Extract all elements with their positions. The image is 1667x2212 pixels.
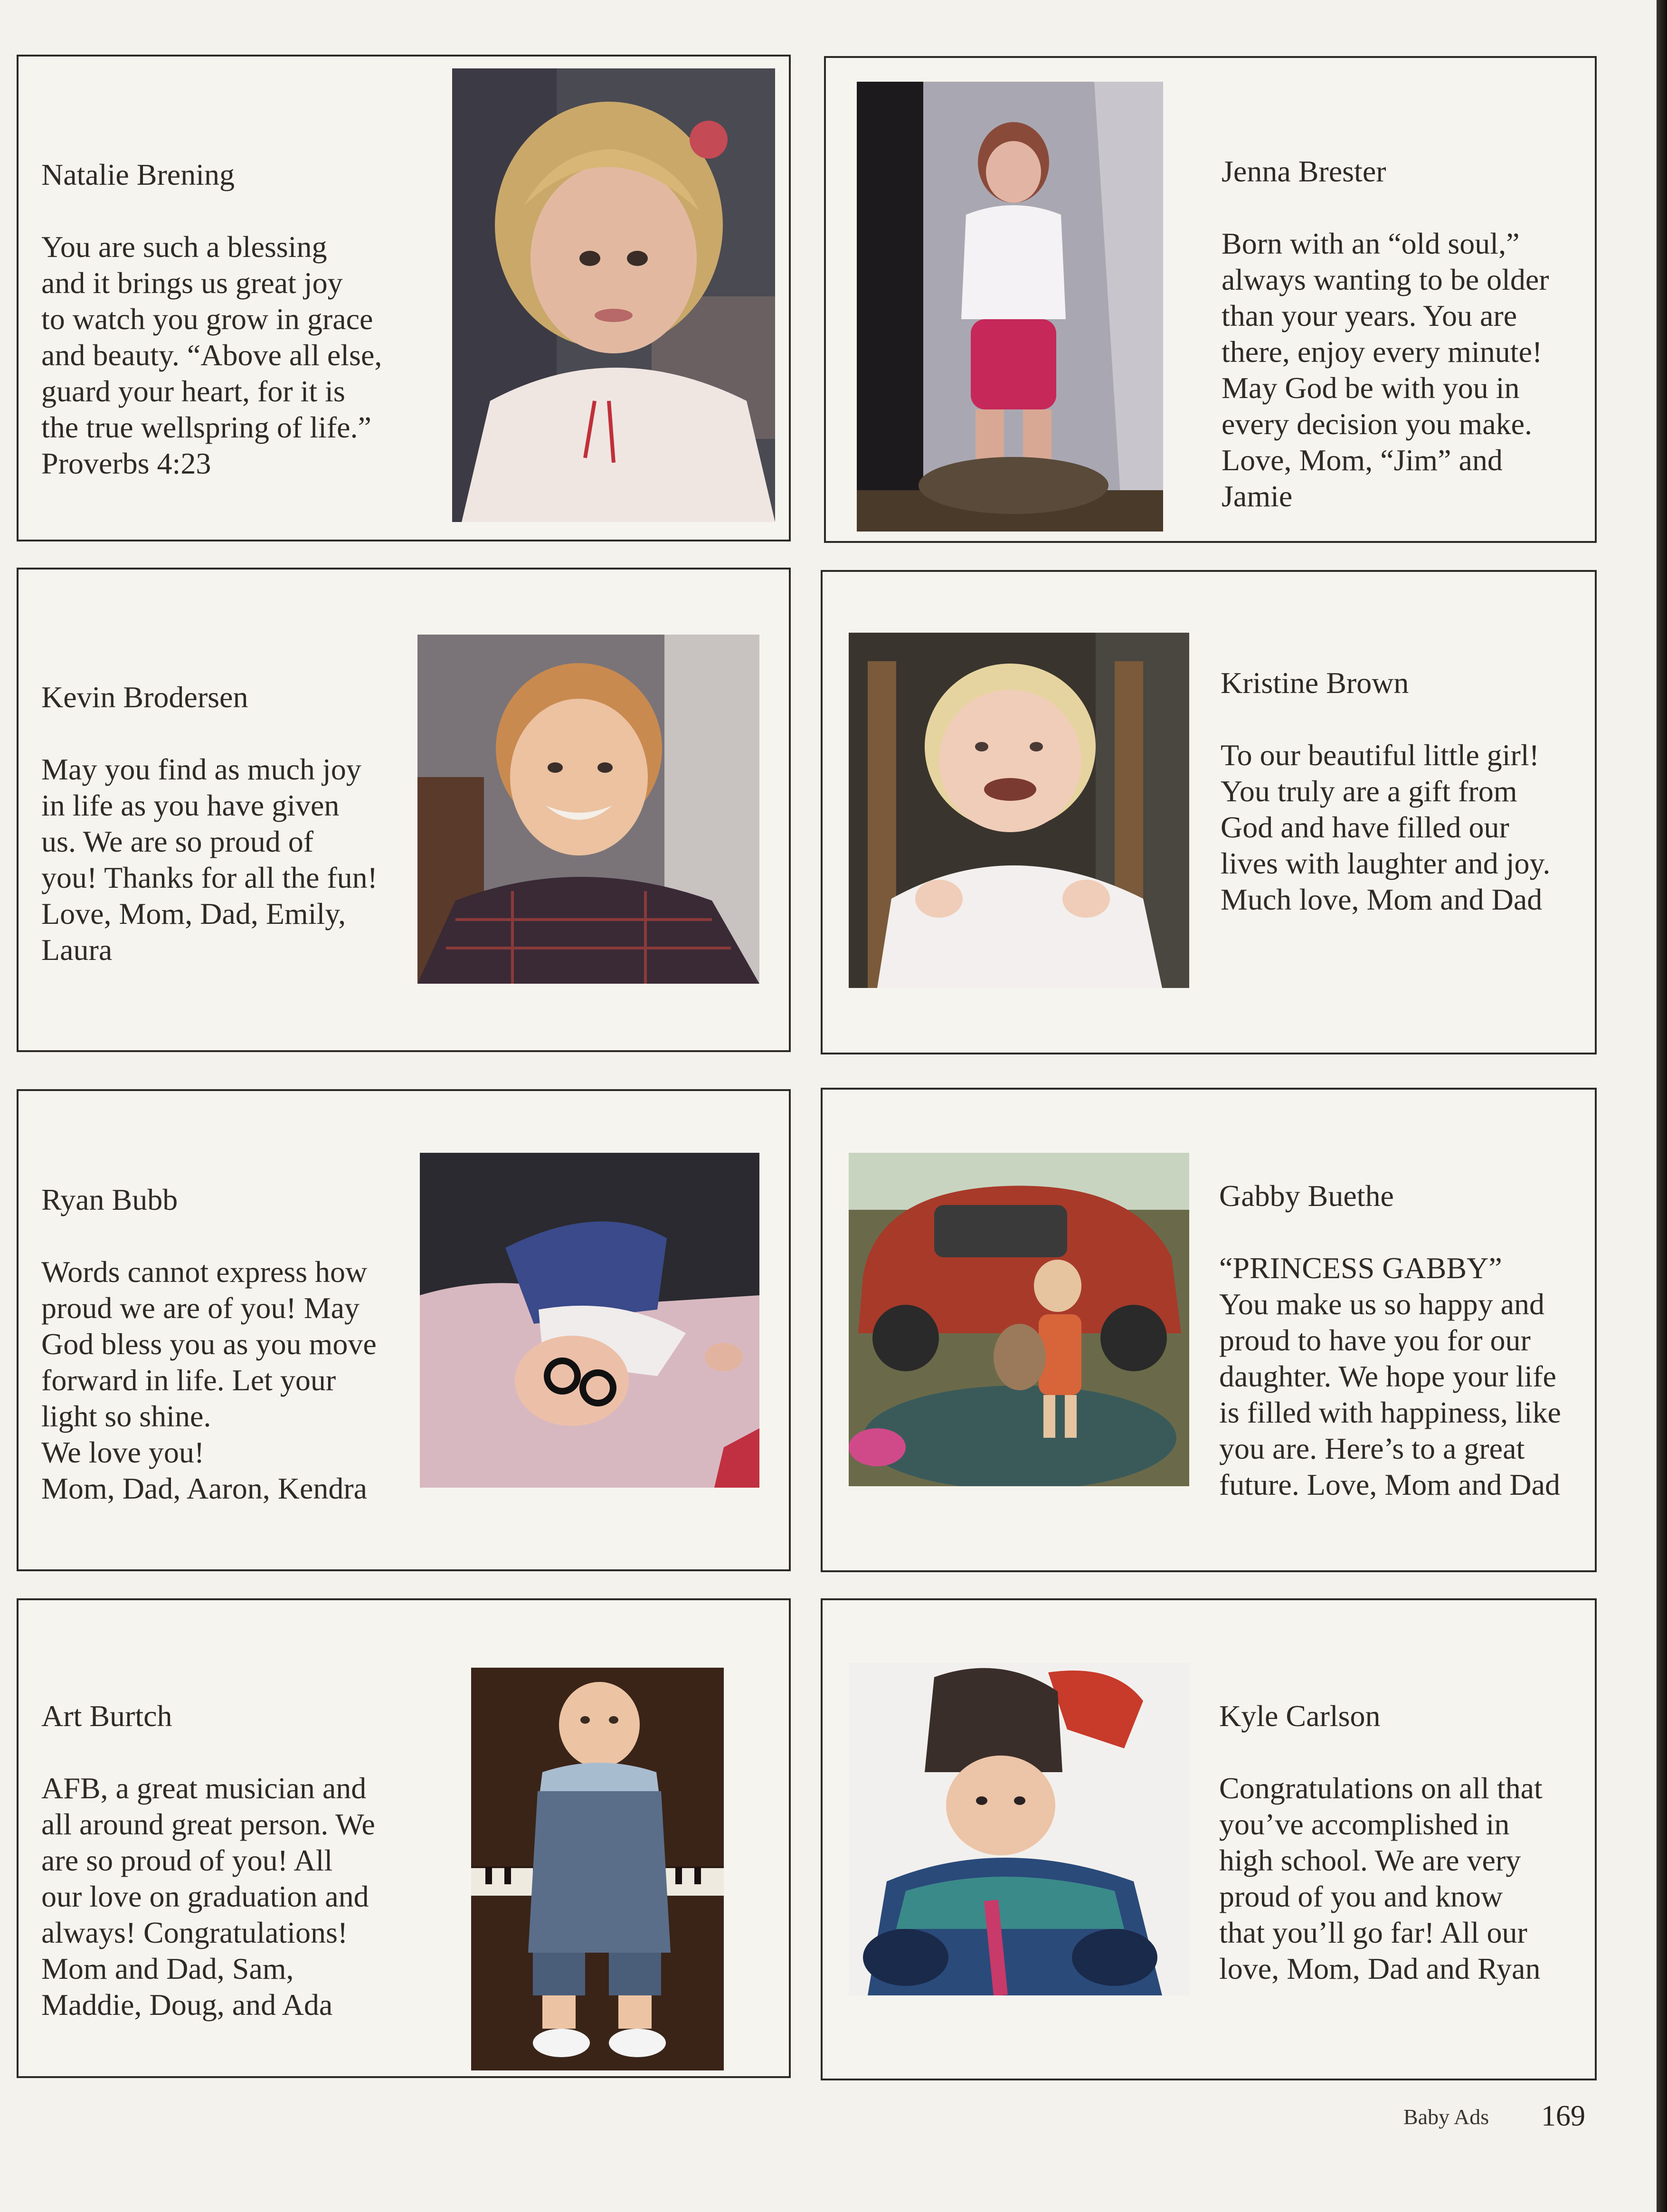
ad-photo-natalie xyxy=(452,68,775,522)
ad-text xyxy=(41,1146,377,1543)
ad-message: AFB, a great musician and all around great person. We are so proud of you! All our love on graduation and always! Congratulations! Mom and Dad, Sam, Maddie, Doug, and Ada xyxy=(41,1771,375,2022)
ad-message: “PRINCESS GABBY” You make us so happy and proud to have you for our daughter. We hope your life is filled with happiness, like you are. Here’s to a great future. Love, Mom and Dad xyxy=(1219,1251,1561,1501)
ad-photo-art xyxy=(471,1668,724,2070)
ad-name: Kristine Brown xyxy=(1221,666,1409,700)
page-number: 169 xyxy=(1541,2100,1585,2132)
ad-message: Born with an “old soul,” always wanting to be older than your years. You are there, enjoy every minute! May God be with you in every decision you make. Love, Mom, “Jim” and Jamie xyxy=(1222,227,1549,513)
ad-text xyxy=(1221,629,1550,954)
ad-box-kristine-brown xyxy=(821,570,1597,1054)
ad-text xyxy=(1219,1142,1561,1539)
ad-photo-kevin xyxy=(417,635,759,984)
page-binding-edge xyxy=(1657,0,1667,2212)
ad-box-gabby-buethe xyxy=(821,1088,1597,1572)
ad-text xyxy=(1219,1662,1543,2023)
ad-name: Natalie Brening xyxy=(41,158,235,191)
ad-box-kyle-carlson xyxy=(821,1598,1597,2080)
ad-photo-gabby xyxy=(849,1153,1189,1486)
ad-message: Words cannot express how proud we are of you! May God bless you as you move forward in life. Let your light so shine. We love you! Mom, Dad, Aaron, Kendra xyxy=(41,1255,377,1505)
ad-photo-ryan xyxy=(420,1153,759,1488)
ad-name: Art Burtch xyxy=(41,1699,172,1733)
ad-name: Gabby Buethe xyxy=(1219,1179,1394,1213)
ad-message: May you find as much joy in life as you have given us. We are so proud of you! Thanks for all the fun! Love, Mom, Dad, Emily, Laura xyxy=(41,752,378,967)
ad-photo-kristine xyxy=(849,633,1189,988)
ad-message: To our beautiful little girl! You truly are a gift from God and have filled our lives with laughter and joy. Much love, Mom and Dad xyxy=(1221,738,1551,916)
ad-box-kevin-brodersen xyxy=(17,568,791,1052)
ad-box-jenna-brester xyxy=(824,56,1597,543)
ad-name: Kevin Brodersen xyxy=(41,680,248,714)
ad-message: You are such a blessing and it brings us great joy to watch you grow in grace and beauty. “Above all else, guard your heart, for it is the true wellspring of life.” Proverbs 4:23 xyxy=(41,230,382,480)
ad-photo-jenna xyxy=(857,82,1163,532)
ad-photo-kyle xyxy=(849,1663,1189,1995)
section-label: Baby Ads xyxy=(1403,2105,1489,2129)
ad-name: Jenna Brester xyxy=(1222,154,1386,188)
ad-name: Kyle Carlson xyxy=(1219,1699,1381,1733)
ad-box-art-burtch xyxy=(17,1598,791,2078)
ad-name: Ryan Bubb xyxy=(41,1183,178,1216)
ad-box-natalie-brening xyxy=(17,55,791,541)
ad-text xyxy=(41,643,378,1004)
ad-message: Congratulations on all that you’ve accomplished in high school. We are very proud of you and know that you’ll go far! All our love, Mom, Dad and Ryan xyxy=(1219,1771,1543,1985)
ad-box-ryan-bubb xyxy=(17,1089,791,1571)
ad-text xyxy=(1222,117,1549,551)
ad-text xyxy=(41,121,382,518)
ad-text xyxy=(41,1662,375,2059)
